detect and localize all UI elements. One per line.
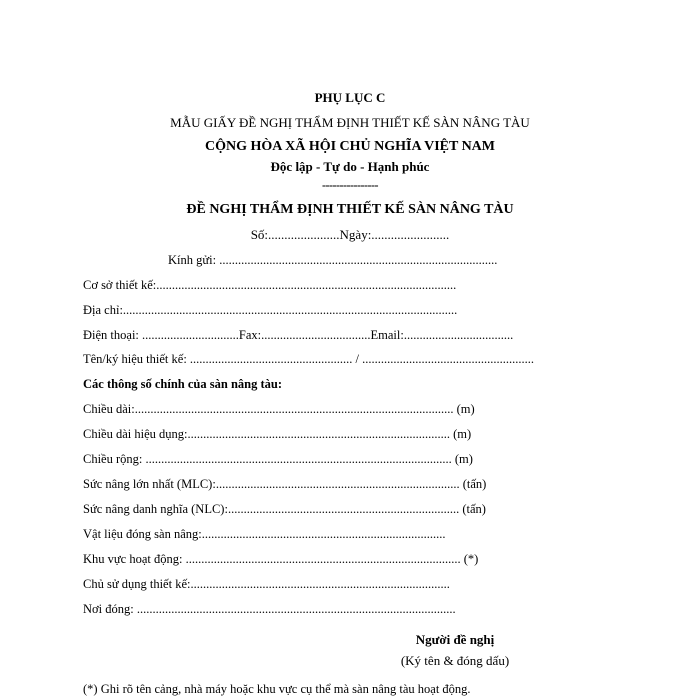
contact-line: Điện thoại: ...............................Fax:...................................Email:...................................	[83, 328, 514, 342]
width-line: Chiều rộng: .................................................................................................. (m)	[83, 452, 473, 466]
main-parameters-heading: Các thông số chính của sàn nâng tàu:	[83, 377, 283, 391]
form-name: MẪU GIẤY ĐỀ NGHỊ THẨM ĐỊNH THIẾT KẾ SÀN NÂNG TÀU	[170, 115, 530, 130]
build-place-line: Nơi đóng: ......................................................................................................	[83, 602, 456, 616]
material-line: Vật liệu đóng sàn nâng:..............................................................................	[83, 527, 446, 541]
footnote: (*) Ghi rõ tên cảng, nhà máy hoặc khu vực cụ thể mà sàn nâng tàu hoạt động.	[83, 682, 471, 696]
appendix-heading: PHỤ LỤC C	[314, 90, 386, 105]
design-facility-line: Cơ sở thiết kế:................................................................................................	[83, 278, 457, 292]
design-code-line: Tên/ký hiệu thiết kế: .................................................... / .......................................................	[83, 352, 535, 366]
max-lifting-capacity-line: Sức nâng lớn nhất (MLC):.............................................................................. (tấn)	[83, 477, 487, 491]
design-owner-line: Chủ sử dụng thiết kế:...................................................................................	[83, 577, 450, 591]
national-motto: Độc lập - Tự do - Hạnh phúc	[270, 159, 430, 174]
country-name: CỘNG HÒA XÃ HỘI CHỦ NGHĨA VIỆT NAM	[204, 139, 495, 154]
length-line: Chiều dài:...................................................................................................... (m)	[83, 402, 475, 416]
document-title: ĐỀ NGHỊ THẨM ĐỊNH THIẾT KẾ SÀN NÂNG TÀU	[186, 202, 514, 217]
number-date-line: Số:......................Ngày:........................	[250, 227, 450, 242]
signature-note: (Ký tên & đóng dấu)	[400, 653, 510, 668]
recipient-line: Kính gửi: .........................................................................................	[168, 253, 498, 267]
nominal-lifting-capacity-line: Sức nâng danh nghĩa (NLC):.......................................................................... (tấn)	[83, 502, 486, 516]
address-line: Địa chỉ:...........................................................................................................	[83, 303, 458, 317]
motto-separator: ----------------	[322, 178, 378, 192]
operating-area-line: Khu vực hoạt động: ........................................................................................ (*)	[83, 552, 479, 566]
effective-length-line: Chiều dài hiệu dụng:.................................................................................... (m)	[83, 427, 472, 441]
applicant-title: Người đề nghị	[415, 632, 495, 647]
